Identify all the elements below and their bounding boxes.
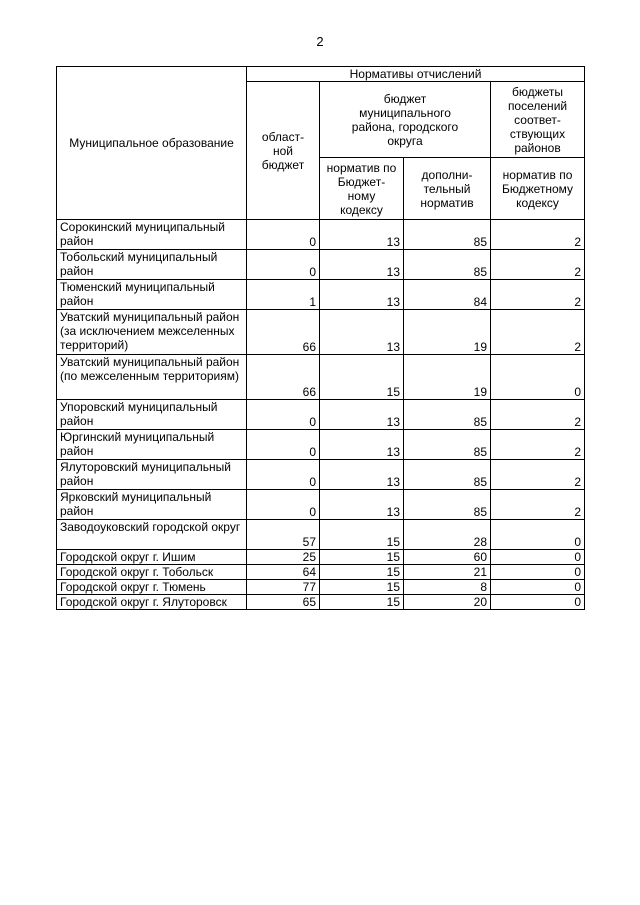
table-body [57, 220, 585, 610]
table-row [57, 460, 585, 490]
row-additional: 85 [404, 220, 491, 250]
row-settlements: 0 [491, 550, 585, 565]
row-regional: 0 [247, 490, 320, 520]
row-by-code: 13 [320, 310, 404, 355]
table-row [57, 490, 585, 520]
normative-by-budget-code-header: норматив по Бюджетному кодексу [491, 158, 585, 220]
row-by-code: 15 [320, 520, 404, 550]
row-municipality: Тобольский муниципальный район [57, 250, 247, 280]
table-row [57, 580, 585, 595]
row-additional: 85 [404, 250, 491, 280]
row-municipality: Городской округ г. Ишим [57, 550, 247, 565]
row-by-code: 13 [320, 400, 404, 430]
row-by-code: 13 [320, 430, 404, 460]
row-municipality: Сорокинский муниципальный район [57, 220, 247, 250]
row-regional: 66 [247, 310, 320, 355]
row-municipality: Городской округ г. Ялуторовск [57, 595, 247, 610]
row-regional: 25 [247, 550, 320, 565]
normatives-table [56, 66, 585, 610]
row-regional: 0 [247, 220, 320, 250]
row-by-code: 15 [320, 565, 404, 580]
row-municipality: Городской округ г. Тобольск [57, 565, 247, 580]
row-municipality: Юргинский муниципальный район [57, 430, 247, 460]
row-settlements: 2 [491, 280, 585, 310]
row-additional: 21 [404, 565, 491, 580]
row-settlements: 0 [491, 520, 585, 550]
row-municipality: Ялуторовский муниципальный район [57, 460, 247, 490]
row-additional: 85 [404, 490, 491, 520]
municipality-column-header: Муниципальное образование [57, 67, 247, 220]
municipal-district-budget-header: бюджет муниципального района, городского округа [320, 82, 491, 158]
row-regional: 77 [247, 580, 320, 595]
row-by-code: 15 [320, 550, 404, 565]
row-additional: 85 [404, 400, 491, 430]
row-settlements: 2 [491, 250, 585, 280]
row-settlements: 0 [491, 565, 585, 580]
row-by-code: 13 [320, 280, 404, 310]
row-additional: 85 [404, 460, 491, 490]
table-row [57, 595, 585, 610]
table-row [57, 550, 585, 565]
page-number: 2 [316, 34, 324, 49]
row-settlements: 2 [491, 430, 585, 460]
row-regional: 0 [247, 460, 320, 490]
table-row [57, 520, 585, 550]
row-by-code: 13 [320, 460, 404, 490]
settlement-budgets-header: бюджеты поселений соответ- ствующих районов [491, 82, 585, 158]
row-by-code: 15 [320, 580, 404, 595]
row-municipality: Упоровский муниципальный район [57, 400, 247, 430]
row-municipality: Заводоуковский городской округ [57, 520, 247, 550]
row-additional: 19 [404, 310, 491, 355]
row-municipality: Тюменский муниципальный район [57, 280, 247, 310]
normatives-header: Нормативы отчислений [247, 67, 585, 82]
row-additional: 84 [404, 280, 491, 310]
table-row [57, 310, 585, 355]
row-additional: 60 [404, 550, 491, 565]
row-settlements: 2 [491, 400, 585, 430]
row-additional: 85 [404, 430, 491, 460]
row-settlements: 2 [491, 490, 585, 520]
row-regional: 64 [247, 565, 320, 580]
table-row [57, 430, 585, 460]
row-by-code: 15 [320, 595, 404, 610]
row-by-code: 13 [320, 220, 404, 250]
row-regional: 57 [247, 520, 320, 550]
row-additional: 8 [404, 580, 491, 595]
row-regional: 1 [247, 280, 320, 310]
normative-by-code-header: норматив по Бюджет- ному кодексу [320, 158, 404, 220]
row-municipality: Ярковский муниципальный район [57, 490, 247, 520]
row-by-code: 13 [320, 250, 404, 280]
row-regional: 0 [247, 250, 320, 280]
row-additional: 28 [404, 520, 491, 550]
row-municipality: Городской округ г. Тюмень [57, 580, 247, 595]
row-settlements: 0 [491, 595, 585, 610]
row-regional: 65 [247, 595, 320, 610]
table-row [57, 280, 585, 310]
additional-normative-header: дополни- тельный норматив [404, 158, 491, 220]
row-settlements: 2 [491, 220, 585, 250]
row-additional: 19 [404, 355, 491, 400]
row-regional: 66 [247, 355, 320, 400]
row-settlements: 2 [491, 310, 585, 355]
row-by-code: 15 [320, 355, 404, 400]
row-by-code: 13 [320, 490, 404, 520]
table-row [57, 250, 585, 280]
row-settlements: 0 [491, 580, 585, 595]
row-additional: 20 [404, 595, 491, 610]
row-regional: 0 [247, 400, 320, 430]
table-row [57, 355, 585, 400]
table-row [57, 565, 585, 580]
row-settlements: 0 [491, 355, 585, 400]
row-settlements: 2 [491, 460, 585, 490]
row-regional: 0 [247, 430, 320, 460]
row-municipality: Уватский муниципальный район (по межселенным территориям) [57, 355, 247, 400]
regional-budget-header: област- ной бюджет [247, 82, 320, 220]
table-row [57, 220, 585, 250]
row-municipality: Уватский муниципальный район (за исключением межселенных территорий) [57, 310, 247, 355]
table-header [57, 67, 585, 220]
table-row [57, 400, 585, 430]
